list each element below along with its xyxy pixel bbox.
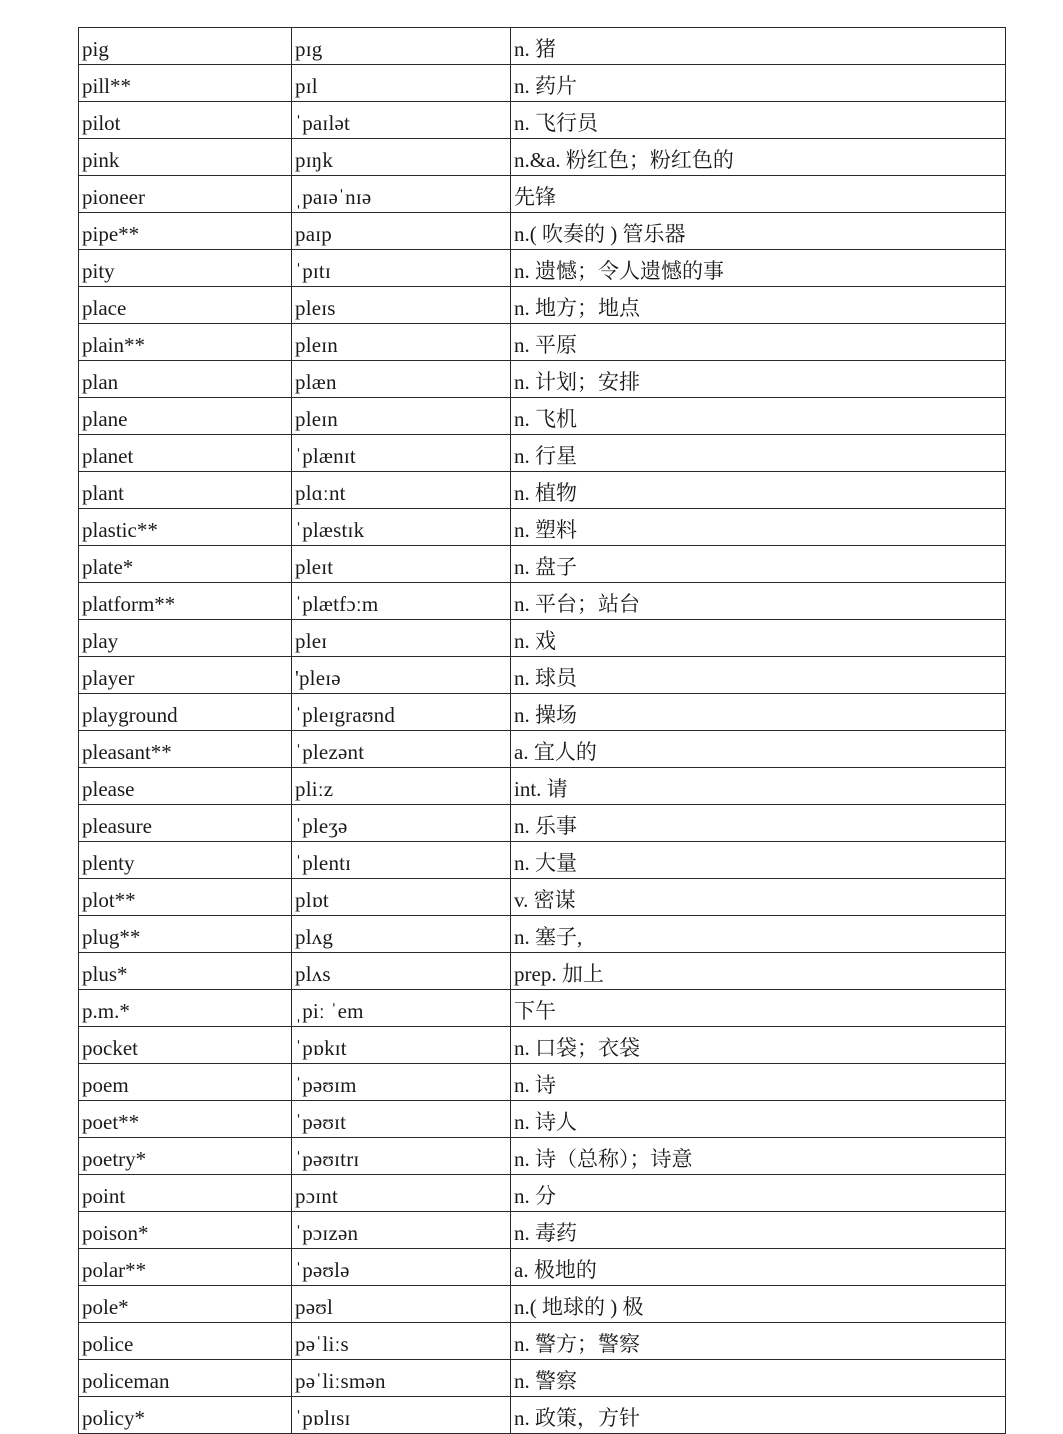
table-row [79,324,1006,361]
word-cell: plenty [79,842,292,879]
table-row [79,398,1006,435]
meaning-cell: n. 口袋；衣袋 [511,1027,1006,1064]
pronunciation-cell: ˈplætfɔːm [292,583,511,620]
meaning-cell: v. 密谋 [511,879,1006,916]
table-row [79,1286,1006,1323]
word-cell: pilot [79,102,292,139]
word-cell: pleasure [79,805,292,842]
meaning-cell: n. 药片 [511,65,1006,102]
meaning-cell: n. 飞行员 [511,102,1006,139]
word-cell: poem [79,1064,292,1101]
meaning-cell: n. 盘子 [511,546,1006,583]
pronunciation-cell: plæn [292,361,511,398]
word-cell: plus* [79,953,292,990]
pronunciation-cell: pɪŋk [292,139,511,176]
word-cell: pill** [79,65,292,102]
table-row [79,916,1006,953]
table-row [79,1360,1006,1397]
meaning-cell: int. 请 [511,768,1006,805]
table-row [79,1323,1006,1360]
pronunciation-cell: ˈplentɪ [292,842,511,879]
table-row [79,842,1006,879]
table-row [79,1138,1006,1175]
meaning-cell: n. 计划；安排 [511,361,1006,398]
word-cell: plate* [79,546,292,583]
word-cell: poet** [79,1101,292,1138]
pronunciation-cell: pliːz [292,768,511,805]
pronunciation-cell: plɑːnt [292,472,511,509]
word-cell: pioneer [79,176,292,213]
meaning-cell: n. 诗人 [511,1101,1006,1138]
table-row [79,657,1006,694]
pronunciation-cell: ˌpiː ˈem [292,990,511,1027]
word-cell: pipe** [79,213,292,250]
word-cell: please [79,768,292,805]
table-row [79,1101,1006,1138]
pronunciation-cell: plɒt [292,879,511,916]
table-row [79,287,1006,324]
table-row [79,361,1006,398]
meaning-cell: n. 球员 [511,657,1006,694]
word-cell: pink [79,139,292,176]
word-cell: pig [79,28,292,65]
table-row [79,694,1006,731]
table-row [79,472,1006,509]
pronunciation-cell: paɪp [292,213,511,250]
meaning-cell: 下午 [511,990,1006,1027]
pronunciation-cell: ˈpəʊɪt [292,1101,511,1138]
table-row [79,139,1006,176]
word-cell: planet [79,435,292,472]
word-cell: place [79,287,292,324]
meaning-cell: a. 极地的 [511,1249,1006,1286]
meaning-cell: n. 毒药 [511,1212,1006,1249]
word-cell: plug** [79,916,292,953]
word-cell: plan [79,361,292,398]
table-row [79,102,1006,139]
word-cell: pocket [79,1027,292,1064]
word-cell: police [79,1323,292,1360]
meaning-cell: n. 平台；站台 [511,583,1006,620]
meaning-cell: n.&a. 粉红色；粉红色的 [511,139,1006,176]
pronunciation-cell: pɪl [292,65,511,102]
word-cell: pity [79,250,292,287]
word-cell: policeman [79,1360,292,1397]
meaning-cell: n.( 吹奏的 ) 管乐器 [511,213,1006,250]
pronunciation-cell: ˈpɔɪzən [292,1212,511,1249]
pronunciation-cell: pleɪs [292,287,511,324]
table-row [79,1175,1006,1212]
meaning-cell: n. 操场 [511,694,1006,731]
vocabulary-table [78,27,1006,1434]
pronunciation-cell: ˈpleɪgraʊnd [292,694,511,731]
meaning-cell: n. 平原 [511,324,1006,361]
table-row [79,620,1006,657]
pronunciation-cell: pɪg [292,28,511,65]
word-cell: plot** [79,879,292,916]
meaning-cell: n. 猪 [511,28,1006,65]
meaning-cell: n. 诗（总称）；诗意 [511,1138,1006,1175]
pronunciation-cell: plʌg [292,916,511,953]
pronunciation-cell: ˈplezənt [292,731,511,768]
pronunciation-cell: pəˈliːs [292,1323,511,1360]
table-row [79,731,1006,768]
word-cell: poetry* [79,1138,292,1175]
pronunciation-cell: ˈpɪtɪ [292,250,511,287]
pronunciation-cell: pleɪt [292,546,511,583]
meaning-cell: prep. 加上 [511,953,1006,990]
table-row [79,176,1006,213]
meaning-cell: n. 遗憾；令人遗憾的事 [511,250,1006,287]
pronunciation-cell: ˈpəʊlə [292,1249,511,1286]
pronunciation-cell: ˈpɒlɪsɪ [292,1397,511,1434]
word-cell: pleasant** [79,731,292,768]
meaning-cell: n. 塞子, [511,916,1006,953]
word-cell: polar** [79,1249,292,1286]
pronunciation-cell: 'pleɪə [292,657,511,694]
meaning-cell: n. 警察 [511,1360,1006,1397]
table-row [79,1397,1006,1434]
pronunciation-cell: ˈpaɪlət [292,102,511,139]
word-cell: platform** [79,583,292,620]
meaning-cell: a. 宜人的 [511,731,1006,768]
meaning-cell: n. 飞机 [511,398,1006,435]
pronunciation-cell: ˌpaɪəˈnɪə [292,176,511,213]
table-row [79,28,1006,65]
meaning-cell: n. 地方；地点 [511,287,1006,324]
table-row [79,805,1006,842]
word-cell: point [79,1175,292,1212]
meaning-cell: n. 诗 [511,1064,1006,1101]
meaning-cell: n. 分 [511,1175,1006,1212]
meaning-cell: n. 戏 [511,620,1006,657]
meaning-cell: n. 行星 [511,435,1006,472]
table-row [79,509,1006,546]
pronunciation-cell: ˈplænɪt [292,435,511,472]
pronunciation-cell: pɔɪnt [292,1175,511,1212]
table-row [79,1212,1006,1249]
word-cell: plant [79,472,292,509]
meaning-cell: n. 乐事 [511,805,1006,842]
table-row [79,1249,1006,1286]
table-row [79,1027,1006,1064]
meaning-cell: n. 大量 [511,842,1006,879]
table-row [79,1064,1006,1101]
table-row [79,435,1006,472]
meaning-cell: n.( 地球的 ) 极 [511,1286,1006,1323]
word-cell: poison* [79,1212,292,1249]
word-cell: pole* [79,1286,292,1323]
table-row [79,250,1006,287]
pronunciation-cell: ˈpɒkɪt [292,1027,511,1064]
table-row [79,879,1006,916]
meaning-cell: n. 植物 [511,472,1006,509]
word-cell: plane [79,398,292,435]
table-row [79,953,1006,990]
pronunciation-cell: ˈpəʊɪm [292,1064,511,1101]
meaning-cell: 先锋 [511,176,1006,213]
word-cell: playground [79,694,292,731]
table-row [79,65,1006,102]
word-cell: p.m.* [79,990,292,1027]
table-row [79,990,1006,1027]
pronunciation-cell: pleɪ [292,620,511,657]
pronunciation-cell: ˈplæstɪk [292,509,511,546]
meaning-cell: n. 政策，方针 [511,1397,1006,1434]
table-row [79,213,1006,250]
table-row [79,583,1006,620]
table-row [79,546,1006,583]
word-cell: plain** [79,324,292,361]
pronunciation-cell: ˈpəʊɪtrɪ [292,1138,511,1175]
pronunciation-cell: pleɪn [292,398,511,435]
pronunciation-cell: pleɪn [292,324,511,361]
word-cell: play [79,620,292,657]
pronunciation-cell: plʌs [292,953,511,990]
pronunciation-cell: ˈpleʒə [292,805,511,842]
word-cell: player [79,657,292,694]
pronunciation-cell: pəˈliːsmən [292,1360,511,1397]
word-cell: plastic** [79,509,292,546]
meaning-cell: n. 警方；警察 [511,1323,1006,1360]
meaning-cell: n. 塑料 [511,509,1006,546]
vocabulary-table-body [79,28,1006,1434]
table-row [79,768,1006,805]
word-cell: policy* [79,1397,292,1434]
pronunciation-cell: pəʊl [292,1286,511,1323]
